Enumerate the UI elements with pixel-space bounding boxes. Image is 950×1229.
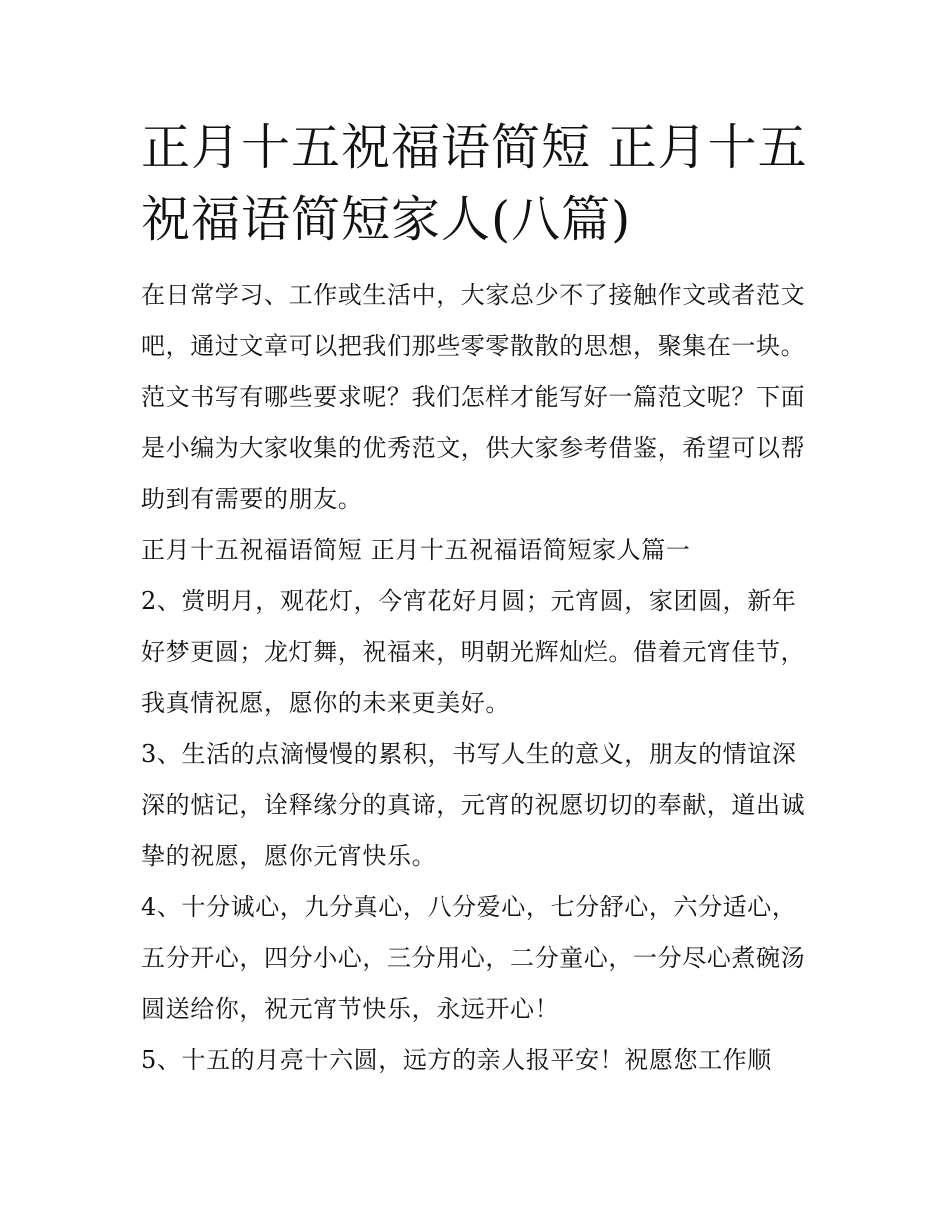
document-page xyxy=(141,112,821,1086)
list-item: 5、十五的月亮十六圆，远方的亲人报平安！祝愿您工作顺 xyxy=(141,1046,772,1074)
list-item: 2、赏明月，观花灯，今宵花好月圆；元宵圆，家团圆，新年好梦更圆；龙灯舞，祝福来，明朝光辉灿烂。借着元宵佳节，我真情祝愿，愿你的未来更美好。 xyxy=(141,587,806,717)
list-item: 4、十分诚心，九分真心，八分爱心，七分舒心，六分适心，五分开心，四分小心，三分用心，二分童心，一分尽心煮碗汤圆送给你，祝元宵节快乐，永远开心！ xyxy=(141,893,806,1023)
section-heading: 正月十五祝福语简短 正月十五祝福语简短家人篇一 xyxy=(141,536,691,564)
intro-paragraph: 在日常学习、工作或生活中，大家总少不了接触作文或者范文吧，通过文章可以把我们那些零零散散的思想，聚集在一块。范文书写有哪些要求呢？我们怎样才能写好一篇范文呢？下面是小编为大家收集的优秀范文，供大家参考借鉴，希望可以帮助到有需要的朋友。 xyxy=(141,281,806,513)
document-title: 正月十五祝福语简短 正月十五祝福语简短家人(八篇) xyxy=(141,119,808,248)
document-body xyxy=(141,270,821,1086)
list-item: 3、生活的点滴慢慢的累积，书写人生的意义，朋友的情谊深深的惦记，诠释缘分的真谛，元宵的祝愿切切的奉献，道出诚挚的祝愿，愿你元宵快乐。 xyxy=(141,740,806,870)
